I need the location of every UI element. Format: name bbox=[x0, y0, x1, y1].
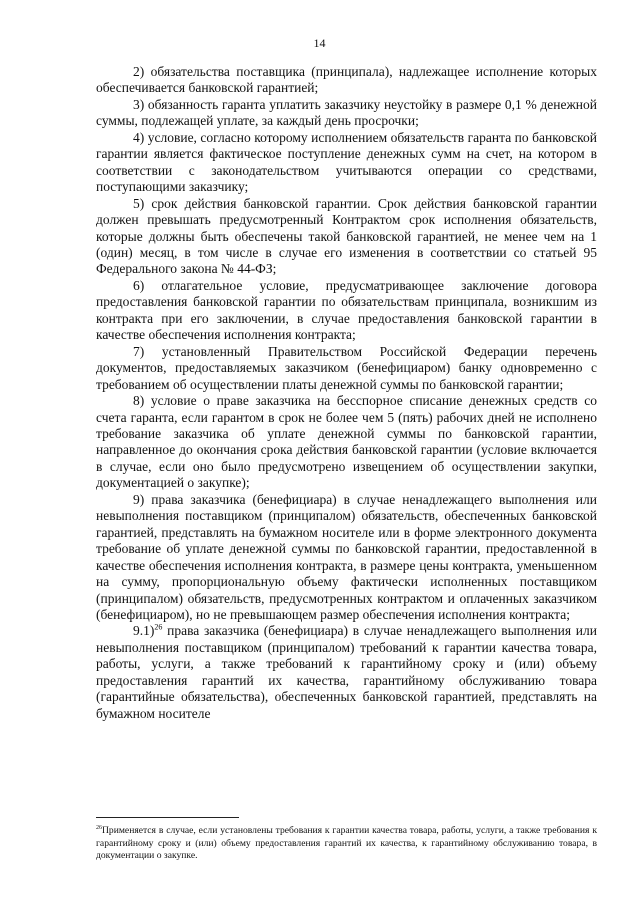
paragraph-item-2: 2) обязательства поставщика (принципала), надлежащее исполнение которых обеспечивается банковской гарантией; bbox=[96, 64, 597, 96]
paragraph-item-5: 5) срок действия банковской гарантии. Срок действия банковской гарантии должен превышать предусмотренный Контрактом срок исполнения обязательств, которые должны быть обеспечены такой банковской гарантией, не менее чем на 1 (один) месяц, в том числе в случае его изменения в соответствии со статьей 95 Федерального закона № 44-ФЗ; bbox=[96, 195, 597, 277]
paragraph-item-4: 4) условие, согласно которому исполнением обязательств гаранта по банковской гарантии является фактическое поступление денежных сумм на счет, на котором в соответствии с законодательством учитываются операции со средствами, поступающими заказчику; bbox=[96, 129, 597, 195]
footnote bbox=[96, 825, 597, 863]
paragraph-item-9-1 bbox=[96, 623, 597, 722]
footnote-marker: 26 bbox=[96, 824, 102, 831]
paragraph-item-3: 3) обязанность гаранта уплатить заказчику неустойку в размере 0,1 % денежной суммы, подлежащей уплате, за каждый день просрочки; bbox=[96, 96, 597, 129]
document-body bbox=[96, 64, 597, 722]
paragraph-item-7: 7) установленный Правительством Российской Федерации перечень документов, предоставляемых заказчиком (бенефициаром) банку одновременно с требованием об осуществлении платы денежной суммы по банковской гарантии; bbox=[96, 343, 597, 392]
page-number: 14 bbox=[313, 36, 326, 50]
footnote-text: Применяется в случае, если установлены требования к гарантии качества товара, работы, услуги, а также требования к гарантийному сроку и (или) объему предоставления гарантий их качества, к гарантийному обслуживанию товара, в документации о закупке. bbox=[96, 825, 597, 862]
paragraph-item-6: 6) отлагательное условие, предусматривающее заключение договора предоставления банковской гарантии по обязательствам принципала, возникшим из контракта при его заключении, в случае предоставления банковской гарантии в качестве обеспечения исполнения контракта; bbox=[96, 277, 597, 343]
footnote-divider bbox=[96, 817, 239, 818]
paragraph-number: 9.1) bbox=[133, 623, 155, 639]
paragraph-item-9: 9) права заказчика (бенефициара) в случае ненадлежащего выполнения или невыполнения поставщиком (принципалом) обязательств, обеспеченных банковской гарантией, представлять на бумажном носителе или в форме электронного документа требование об уплате денежной суммы по банковской гарантии, предоставленной в качестве обеспечения исполнения контракта, в размере цены контракта, уменьшенном на сумму, пропорциональную объему фактически исполненных поставщиком (принципалом) обязательств, предусмотренных контрактом и оплаченных заказчиком (бенефициаром), но не превышающем размер обеспечения исполнения контракта; bbox=[96, 491, 597, 622]
paragraph-item-8: 8) условие о праве заказчика на бесспорное списание денежных средств со счета гаранта, если гарантом в срок не более чем 5 (пять) рабочих дней не исполнено требование заказчика об уплате денежной суммы по банковской гарантии, направленное до окончания срока действия банковской гарантии (условие включается в случае, если оно было предусмотрено извещением об осуществлении закупки, документацией о закупке); bbox=[96, 393, 597, 491]
footnote-reference[interactable]: 26 bbox=[154, 622, 163, 632]
paragraph-text: права заказчика (бенефициара) в случае ненадлежащего выполнения или невыполнения поставщиком (принципалом) требований к гарантии качества товара, работы, услуги, а также требований к гарантийному сроку и (или) объему предоставления гарантий их качества, гарантийному обслуживанию товара (гарантийные обязательства), обеспеченных банковской гарантией, представлять на бумажном носителе bbox=[96, 623, 597, 721]
